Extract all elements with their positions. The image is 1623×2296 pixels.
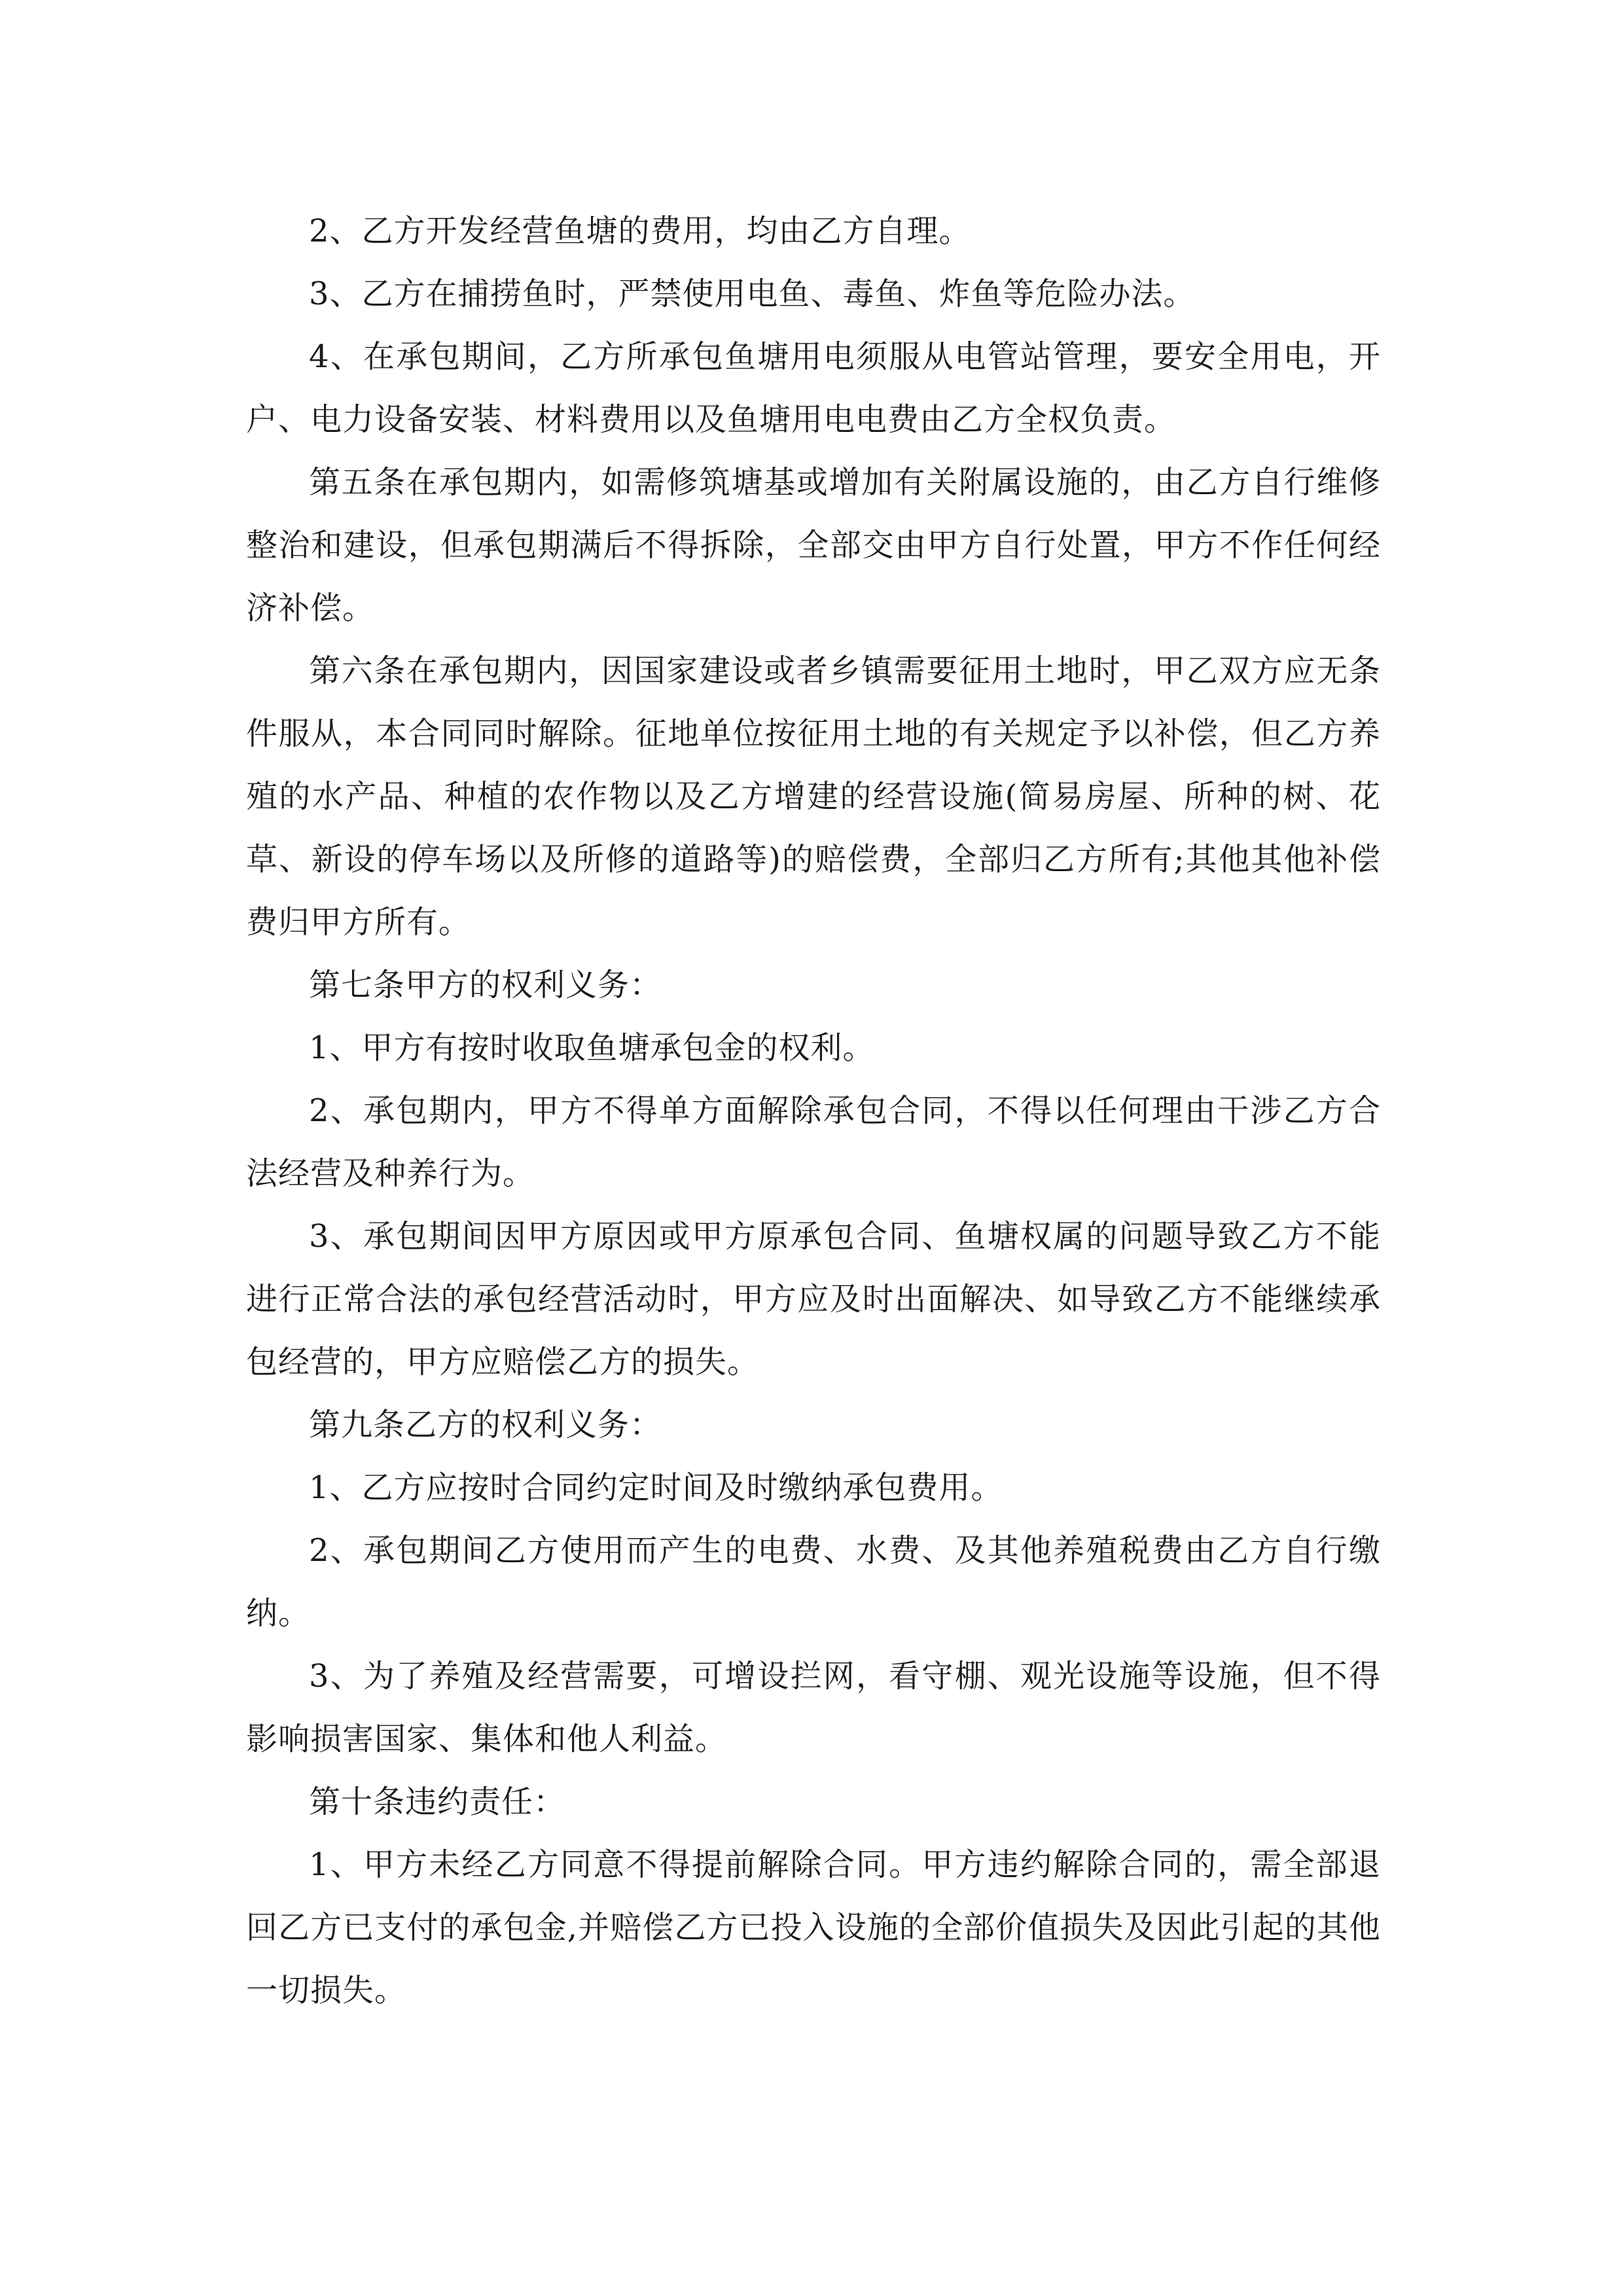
section-heading: 第十条违约责任： [309,1784,566,1820]
paragraph: 3、为了养殖及经营需要，可增设拦网，看守棚、观光设施等设施，但不得影响损害国家、集体和他人利益。 [246,1658,1381,1757]
paragraph: 1、甲方未经乙方同意不得提前解除合同。甲方违约解除合同的，需全部退回乙方已支付的承包金,并赔偿乙方已投入设施的全部价值损失及因此引起的其他一切损失。 [246,1846,1381,2009]
document-body [246,200,1381,2022]
paragraph: 3、承包期间因甲方原因或甲方原承包合同、鱼塘权属的问题导致乙方不能进行正常合法的承包经营活动时，甲方应及时出面解决、如导致乙方不能继续承包经营的，甲方应赔偿乙方的损失。 [246,1218,1381,1380]
paragraph: 2、承包期间乙方使用而产生的电费、水费、及其他养殖税费由乙方自行缴纳。 [246,1532,1381,1632]
paragraph: 2、乙方开发经营鱼塘的费用，均由乙方自理。 [309,213,971,249]
section-heading: 第九条乙方的权利义务： [309,1407,662,1443]
paragraph: 1、乙方应按时合同约定时间及时缴纳承包费用。 [309,1469,1003,1506]
paragraph: 第六条在承包期内，因国家建设或者乡镇需要征用土地时，甲乙双方应无条件服从，本合同同时解除。征地单位按征用土地的有关规定予以补偿，但乙方养殖的水产品、种植的农作物以及乙方增建的经营设施(简易房屋、所种的树、花草、新设的停车场以及所修的道路等)的赔偿费，全部归乙方所有;其他其他补偿费归甲方所有。 [246,653,1381,941]
paragraph: 3、乙方在捕捞鱼时，严禁使用电鱼、毒鱼、炸鱼等危险办法。 [309,276,1196,312]
paragraph: 第五条在承包期内，如需修筑塘基或增加有关附属设施的，由乙方自行维修整治和建设，但承包期满后不得拆除，全部交由甲方自行处置，甲方不作任何经济补偿。 [246,464,1381,626]
section-heading: 第七条甲方的权利义务： [309,967,662,1003]
paragraph: 4、在承包期间，乙方所承包鱼塘用电须服从电管站管理，要安全用电，开户、电力设备安装、材料费用以及鱼塘用电电费由乙方全权负责。 [246,338,1381,438]
paragraph: 2、承包期内，甲方不得单方面解除承包合同，不得以任何理由干涉乙方合法经营及种养行为。 [246,1092,1381,1192]
paragraph: 1、甲方有按时收取鱼塘承包金的权利。 [309,1030,875,1066]
